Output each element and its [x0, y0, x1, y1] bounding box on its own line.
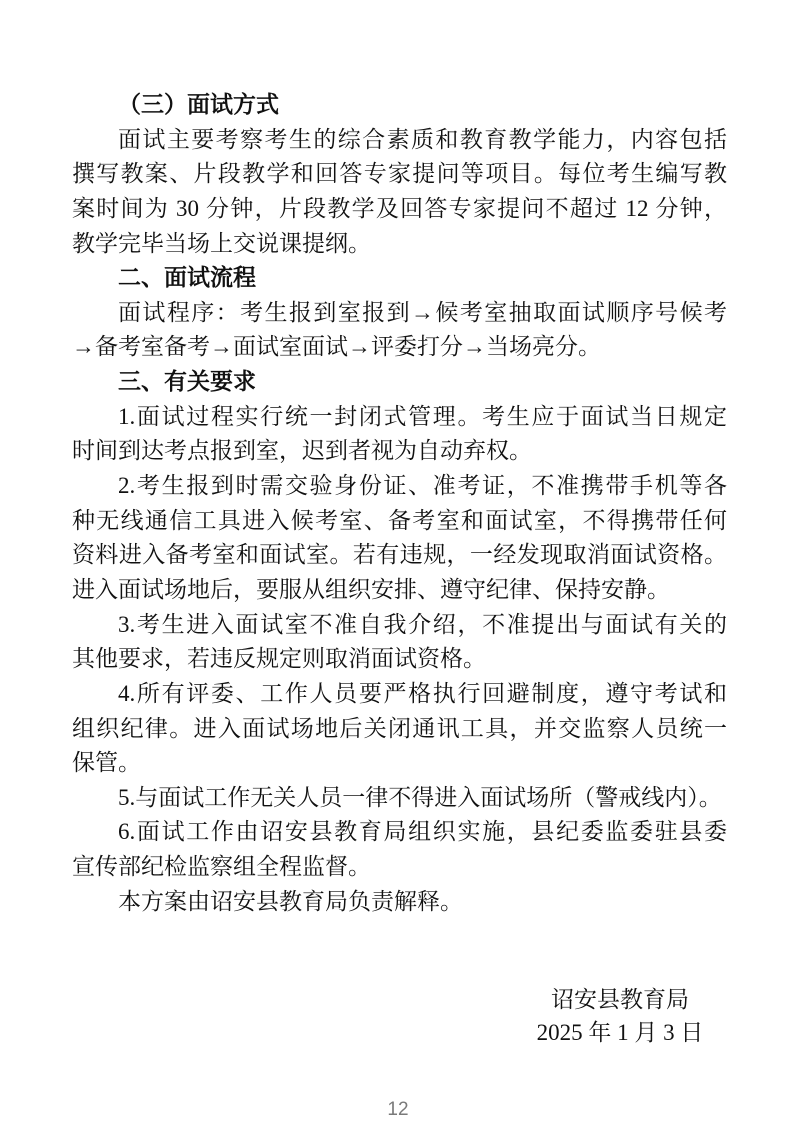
paragraph-line: 资料进入备考室和面试室。若有违规，一经发现取消面试资格。: [72, 542, 727, 568]
section-heading: 三、有关要求: [118, 369, 256, 395]
requirement-item: [72, 781, 727, 816]
paragraph-line: 宣传部纪检监察组全程监督。: [72, 854, 371, 880]
paragraph-line: 教学完毕当场上交说课提纲。: [72, 230, 371, 256]
section-heading: （三）面试方式: [118, 92, 279, 117]
requirement-item: [72, 469, 727, 608]
requirement-item: [72, 400, 727, 469]
paragraph-line: 4.所有评委、工作人员要严格执行回避制度，遵守考试和: [118, 680, 727, 706]
requirement-item: [72, 608, 727, 677]
paragraph-line: 面试程序：考生报到室报到→候考室抽取面试顺序号候考: [118, 299, 727, 325]
paragraph: [72, 123, 727, 262]
signature-block: [520, 983, 720, 1049]
paragraph-line: 组织纪律。进入面试场地后关闭通讯工具，并交监察人员统一: [72, 715, 727, 741]
paragraph-line: 进入面试场地后，要服从组织安排、遵守纪律、保持安静。: [72, 576, 670, 602]
requirement-item: [72, 677, 727, 781]
document-body: [72, 88, 727, 919]
paragraph-line: 面试主要考察考生的综合素质和教育教学能力，内容包括: [118, 126, 727, 152]
signature-date: 2025 年 1 月 3 日: [536, 1020, 704, 1045]
paragraph-line: 1.面试过程实行统一封闭式管理。考生应于面试当日规定: [118, 403, 727, 429]
paragraph: [72, 296, 727, 365]
paragraph-line: 3.考生进入面试室不准自我介绍，不准提出与面试有关的: [118, 611, 727, 637]
paragraph-line: 其他要求，若违反规定则取消面试资格。: [72, 646, 486, 672]
paragraph-line: 时间到达考点报到室，迟到者视为自动弃权。: [72, 438, 532, 464]
paragraph-line: 2.考生报到时需交验身份证、准考证，不准携带手机等各: [118, 473, 727, 499]
paragraph-line: 种无线通信工具进入候考室、备考室和面试室，不得携带任何: [72, 507, 727, 533]
requirement-item: [72, 815, 727, 884]
closing-statement: 本方案由诏安县教育局负责解释。: [118, 888, 463, 914]
paragraph-line: 6.面试工作由诏安县教育局组织实施，县纪委监委驻县委: [118, 819, 727, 845]
page-number: 12: [387, 1099, 409, 1120]
section-heading: 二、面试流程: [118, 265, 256, 291]
paragraph-line: 5.与面试工作无关人员一律不得进入面试场所（警戒线内）。: [118, 784, 722, 810]
paragraph-line: 保管。: [72, 750, 141, 776]
paragraph-line: →备考室备考→面试室面试→评委打分→当场亮分。: [72, 334, 601, 360]
paragraph-line: 撰写教案、片段教学和回答专家提问等项目。每位考生编写教: [72, 161, 727, 187]
signature-organization: 诏安县教育局: [551, 987, 689, 1012]
paragraph-line: 案时间为 30 分钟，片段教学及回答专家提问不超过 12 分钟，: [72, 195, 727, 221]
